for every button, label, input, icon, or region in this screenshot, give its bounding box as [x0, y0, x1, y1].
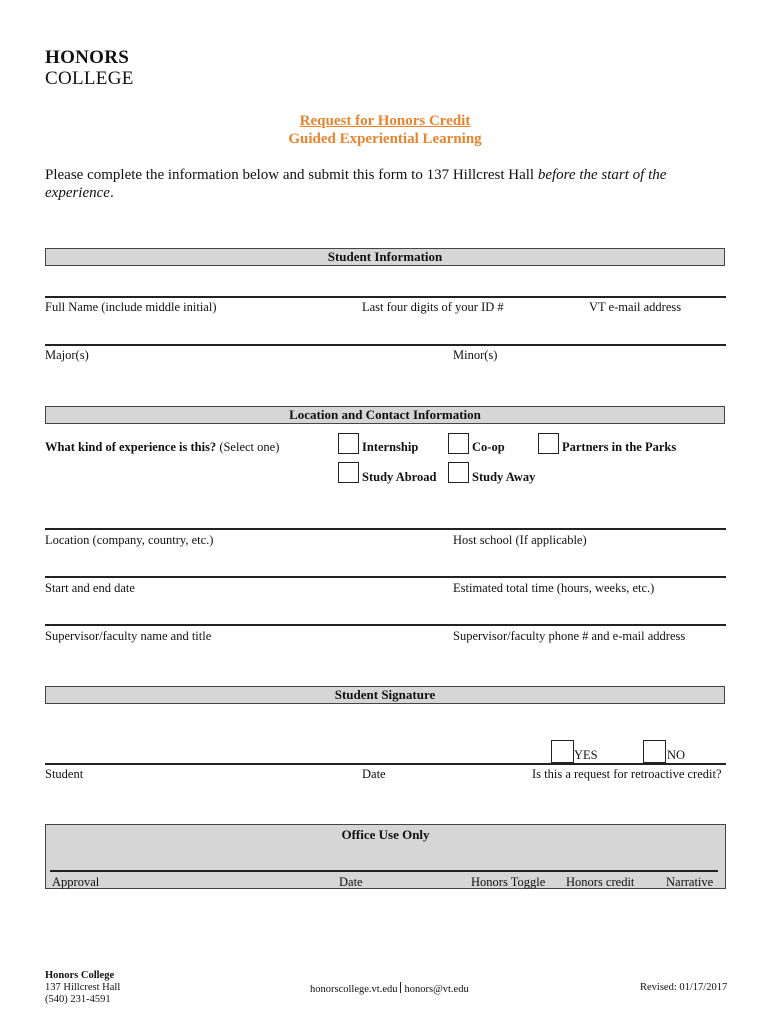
experience-question-bold: What kind of experience is this? — [45, 440, 217, 454]
internship-label: Internship — [362, 440, 419, 454]
footer-contact — [310, 982, 469, 996]
start-end-line[interactable] — [45, 576, 726, 578]
full-name-line[interactable] — [45, 296, 726, 298]
start-end-label: Start and end date — [45, 581, 135, 595]
retroactive-no-checkbox[interactable] — [643, 740, 666, 763]
retroactive-no-label: NO — [667, 748, 686, 762]
office-honors-toggle-label: Honors Toggle — [471, 875, 546, 889]
supervisor-line[interactable] — [45, 624, 726, 626]
office-narrative-label: Narrative — [666, 875, 714, 889]
study-away-label: Study Away — [472, 470, 536, 484]
intro-end: . — [109, 185, 114, 201]
office-approval-line — [50, 870, 718, 872]
footer-separator — [400, 982, 401, 993]
study-away-checkbox[interactable] — [448, 462, 469, 483]
experience-question — [45, 440, 279, 455]
partners-in-parks-checkbox[interactable] — [538, 433, 559, 454]
retroactive-question: Is this a request for retroactive credit? — [532, 767, 722, 781]
majors-line[interactable] — [45, 344, 726, 346]
study-abroad-checkbox[interactable] — [338, 462, 359, 483]
id-digits-label: Last four digits of your ID # — [362, 300, 504, 314]
office-approval-label: Approval — [52, 875, 100, 889]
office-date-label: Date — [339, 875, 363, 889]
host-school-label: Host school (If applicable) — [453, 533, 587, 547]
signature-date-label: Date — [362, 767, 386, 781]
section-student-information: Student Information — [45, 248, 725, 266]
retroactive-yes-checkbox[interactable] — [551, 740, 574, 763]
internship-checkbox[interactable] — [338, 433, 359, 454]
minors-label: Minor(s) — [453, 348, 498, 362]
email-label: VT e-mail address — [589, 300, 682, 314]
office-honors-credit-label: Honors credit — [566, 875, 635, 889]
supervisor-contact-label: Supervisor/faculty phone # and e-mail address — [453, 629, 686, 643]
location-label: Location (company, country, etc.) — [45, 533, 214, 547]
supervisor-name-label: Supervisor/faculty name and title — [45, 629, 212, 643]
section-location-contact: Location and Contact Information — [45, 406, 725, 424]
footer-org: Honors College — [45, 970, 115, 981]
full-name-label: Full Name (include middle initial) — [45, 300, 217, 314]
footer-revised: Revised: 01/17/2017 — [640, 982, 728, 993]
footer-phone: (540) 231-4591 — [45, 994, 111, 1005]
footer-email[interactable]: honors@vt.edu — [404, 984, 469, 995]
intro-emphasis: before the start of the experience — [45, 167, 667, 201]
logo-honors: HONORS — [45, 47, 130, 68]
section-student-signature: Student Signature — [45, 686, 725, 704]
coop-label: Co-op — [472, 440, 505, 454]
footer-address: 137 Hillcrest Hall — [45, 982, 121, 993]
majors-label: Major(s) — [45, 348, 89, 362]
student-signature-label: Student — [45, 767, 84, 781]
office-use-title: Office Use Only — [341, 827, 430, 842]
retroactive-yes-label: YES — [574, 748, 598, 762]
form-subtitle: Guided Experiential Learning — [288, 131, 482, 147]
partners-in-parks-label: Partners in the Parks — [562, 440, 677, 454]
form-title: Request for Honors Credit — [299, 113, 471, 129]
footer-website[interactable]: honorscollege.vt.edu — [310, 984, 398, 995]
total-time-label: Estimated total time (hours, weeks, etc.) — [453, 581, 655, 595]
intro-plain: Please complete the information below and submit this form to 137 Hillcrest Hall — [45, 167, 538, 183]
signature-line[interactable] — [45, 763, 726, 765]
experience-question-note: (Select one) — [219, 440, 280, 454]
logo-college: COLLEGE — [45, 68, 134, 89]
study-abroad-label: Study Abroad — [362, 470, 437, 484]
location-line[interactable] — [45, 528, 726, 530]
intro-text — [45, 166, 725, 202]
coop-checkbox[interactable] — [448, 433, 469, 454]
